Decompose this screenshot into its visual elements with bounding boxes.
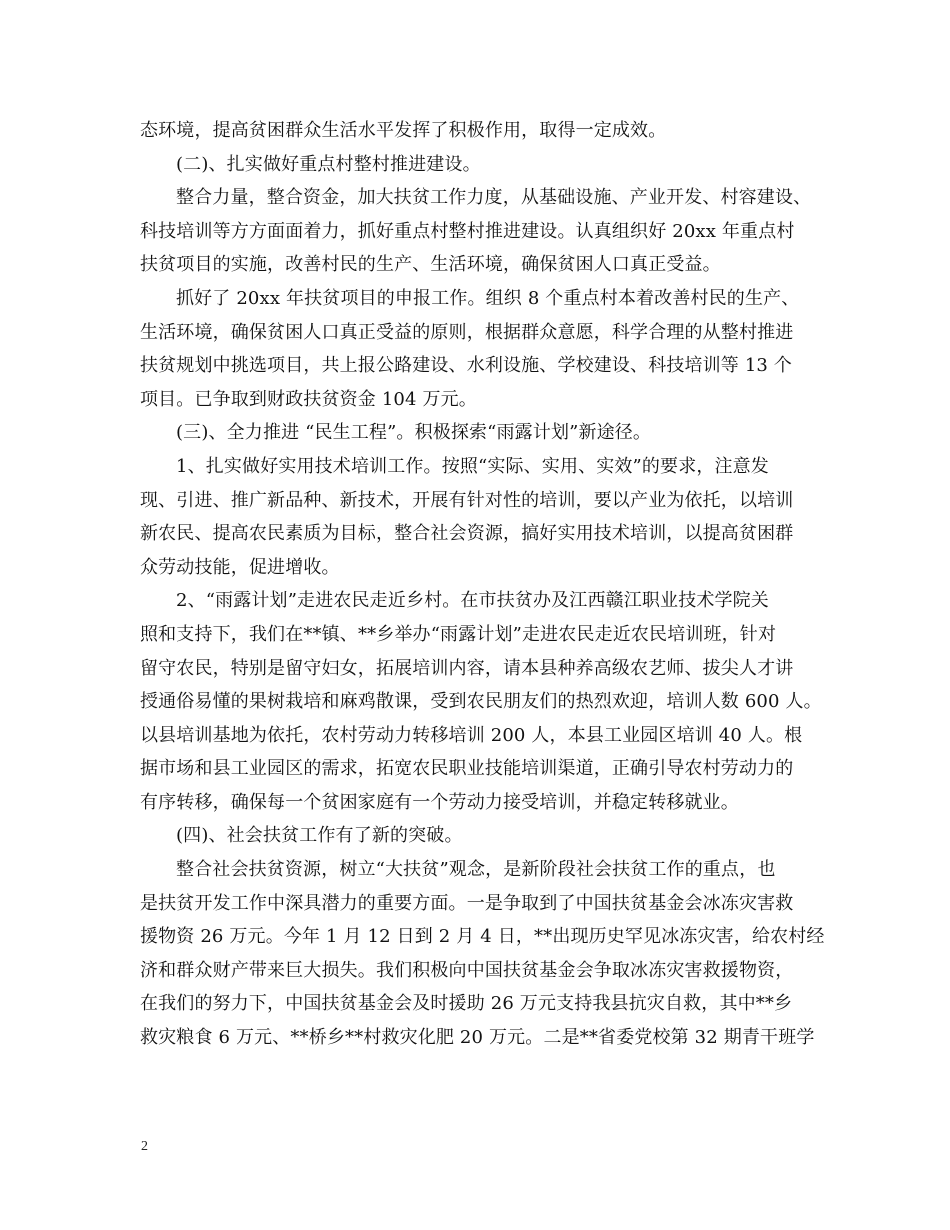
text-line: 新农民、提高农民素质为目标，整合社会资源，搞好实用技术培训，以提高贫困群 [140,523,794,545]
text-line: 整合社会扶贫资源，树立“大扶贫”观念，是新阶段社会扶贫工作的重点，也 [176,859,776,881]
text-line: 2、“雨露计划”走进农民走近乡村。在市扶贫办及江西赣江职业技术学院关 [176,590,769,612]
text-line: 科技培训等方方面面着力，抓好重点村整村推进建设。认真组织好 20xx 年重点村 [140,220,795,242]
text-line: 据市场和县工业园区的需求，拓宽农民职业技能培训渠道，正确引导农村劳动力的 [140,758,794,780]
text-line: (四)、社会扶贫工作有了新的突破。 [176,825,463,847]
page-number: 2 [141,1139,148,1154]
text-line: 抓好了 20xx 年扶贫项目的申报工作。组织 8 个重点村本着改善村民的生产、 [176,287,800,309]
text-line: 是扶贫开发工作中深具潜力的重要方面。一是争取到了中国扶贫基金会冰冻灾害救 [140,892,794,914]
text-line: 授通俗易懂的果树栽培和麻鸡散课，受到农民朋友们的热烈欢迎，培训人数 600 人。 [140,691,822,713]
text-line: 生活环境，确保贫困人口真正受益的原则，根据群众意愿，科学合理的从整村推进 [140,321,794,343]
text-line: 救灾粮食 6 万元、**桥乡**村救灾化肥 20 万元。二是**省委党校第 32 期青干班学 [140,1027,815,1049]
text-line: (三)、全力推进 “民生工程”。积极探索“雨露计划”新途径。 [176,422,652,444]
text-line: 以县培训基地为依托，农村劳动力转移培训 200 人，本县工业园区培训 40 人。根 [140,724,803,746]
text-line: 项目。已争取到财政扶贫资金 104 万元。 [140,388,477,410]
text-line: 扶贫项目的实施，改善村民的生产、生活环境，确保贫困人口真正受益。 [140,254,721,276]
text-line: (二)、扎实做好重点村整村推进建设。 [176,153,481,175]
text-line: 态环境，提高贫困群众生活水平发挥了积极作用，取得一定成效。 [140,120,667,141]
text-line: 1、扎实做好实用技术培训工作。按照“实际、实用、实效”的要求，注意发 [176,455,769,477]
text-line: 有序转移，确保每一个贫困家庭有一个劳动力接受培训，并稳定转移就业。 [140,791,739,813]
text-line: 援物资 26 万元。今年 1 月 12 日到 2 月 4 日，**出现历史罕见冰冻灾害，给农村经 [140,926,825,948]
text-line: 在我们的努力下，中国扶贫基金会及时援助 26 万元支持我县抗灾自救，其中**乡 [140,993,793,1015]
text-line: 整合力量，整合资金，加大扶贫工作力度，从基础设施、产业开发、村容建设、 [176,187,812,209]
text-line: 照和支持下，我们在**镇、**乡举办“雨露计划”走进农民走近农民培训班，针对 [140,623,777,645]
text-line: 现、引进、推广新品种、新技术，开展有针对性的培训，要以产业为依托，以培训 [140,489,794,511]
text-line: 扶贫规划中挑选项目，共上报公路建设、水利设施、学校建设、科技培训等 13 个 [140,355,793,377]
text-line: 济和群众财产带来巨大损失。我们积极向中国扶贫基金会争取冰冻灾害救援物资， [140,959,794,981]
text-line: 留守农民，特别是留守妇女，拓展培训内容，请本县种养高级农艺师、拔尖人才讲 [140,657,794,679]
document-body [140,114,825,1055]
text-line: 众劳动技能，促进增收。 [140,556,340,578]
